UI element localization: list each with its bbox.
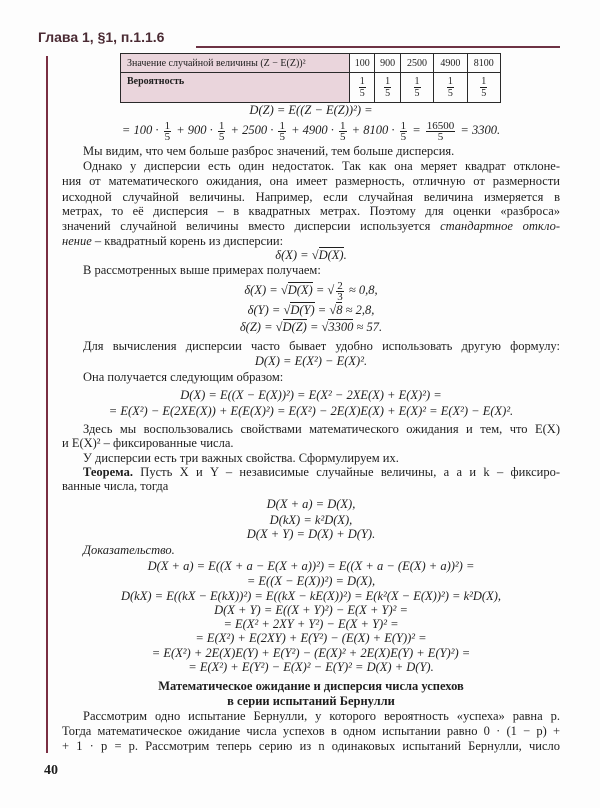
- section-heading: Математическое ожидание и дисперсия числа успехов: [158, 679, 464, 693]
- numerator: 2: [337, 279, 343, 292]
- theorem-line: [83, 466, 560, 479]
- table-header-cell: Вероятность: [121, 73, 350, 103]
- formula: [62, 279, 560, 301]
- formula-text: + 4900 ·: [287, 123, 338, 137]
- formula-text: =: [409, 123, 424, 137]
- paragraph-line: [62, 235, 560, 248]
- numerator: 1: [400, 119, 407, 132]
- paragraph-line: [62, 220, 560, 233]
- formula-text: D(X + a) = E((X + a − E(X + a))²) = E((X + a − (E(X) + a))²) =: [147, 559, 475, 573]
- formula: [62, 647, 560, 660]
- formula: [62, 560, 560, 573]
- formula-text: + 900 ·: [173, 123, 216, 137]
- paragraph-line: Тогда математическое ожидание числа успехов в одном испытании равно 0 · (1 − p) +: [62, 724, 560, 738]
- formula: [62, 618, 560, 631]
- denominator: 5: [359, 88, 365, 99]
- denominator: 5: [400, 130, 407, 143]
- formula: [62, 355, 560, 368]
- radicand: D(X): [318, 248, 344, 262]
- fraction: [426, 121, 456, 142]
- formula-text: δ(Y) =: [247, 303, 284, 317]
- numerator: 1: [414, 76, 420, 87]
- table-cell: [350, 73, 375, 103]
- formula-text: = E(X²) + 2E(X)E(Y) + E(Y²) − (E(X)² + 2E(X)E(Y) + E(Y)²) =: [151, 646, 471, 660]
- table-cell: [434, 73, 467, 103]
- formula-text: = √: [312, 283, 335, 297]
- paragraph-line: Мы видим, что чем больше разброс значений, тем больше дисперсия.: [83, 144, 455, 158]
- paragraph-line: ния от математического ожидания, она имеет размерность, отличную от размерности: [62, 174, 560, 188]
- formula-text: ≈ 2,8,: [342, 303, 375, 317]
- table-row-probabilities: [121, 73, 501, 103]
- formula-text: D(kX) = k²D(X),: [269, 513, 353, 527]
- formula: [62, 575, 560, 588]
- numerator: 1: [218, 119, 225, 132]
- formula: [62, 498, 560, 511]
- denominator: 5: [340, 130, 346, 143]
- paragraph-line: + 1 · p = p. Рассмотрим теперь серию из n одинаковых испытаний Бернулли, число: [62, 739, 560, 753]
- term-emphasis: стандартное откло-: [440, 219, 561, 233]
- fraction: [414, 76, 421, 99]
- denominator: 5: [218, 130, 225, 143]
- margin-rule: [46, 56, 48, 753]
- formula-text: δ(X) =: [244, 283, 281, 297]
- formula-text: = E(X²) − E(2XE(X)) + E(E(X)²) = E(X²) − 2E(X)E(X) + E(X)² = E(X²) − E(X)².: [108, 404, 514, 418]
- formula-text: = E(X² + 2XY + Y²) − E(X + Y)² =: [223, 617, 399, 631]
- numerator: 16500: [426, 119, 455, 132]
- text: – квадратный корень из дисперсии:: [91, 234, 284, 248]
- formula-text: = 3300.: [457, 123, 501, 137]
- fraction: [218, 121, 226, 142]
- table-header-cell: Значение случайной величины (Z − E(Z))²: [121, 54, 350, 73]
- formula-text: D(X) = E((X − E(X))²) = E(X² − 2XE(X) + E(X)²) =: [180, 388, 442, 402]
- paragraph-line: исходной случайной величины. Например, если случайная величина измеряется в: [62, 190, 560, 204]
- formula: [62, 661, 560, 674]
- numerator: 1: [340, 119, 346, 132]
- radicand: 3300: [328, 320, 354, 334]
- square-root: √3300: [321, 320, 354, 334]
- fraction: [359, 76, 366, 99]
- paragraph-line: В рассмотренных выше примерах получаем:: [83, 263, 321, 277]
- formula-text: = E(X²) + E(Y²) − E(X)² − E(Y)² = D(X) + D(Y).: [188, 660, 434, 674]
- square-root: √8: [329, 303, 343, 317]
- formula: [62, 604, 560, 617]
- formula: [62, 405, 560, 418]
- paragraph-line: Для вычисления дисперсии часто бывает удобно использовать другую формулу:: [83, 339, 560, 353]
- paragraph-line: Здесь мы воспользовались свойствами математического ожидания и тем, что E(X): [83, 422, 560, 436]
- table-cell: 100: [350, 54, 375, 73]
- chapter-header: Глава 1, §1, п.1.1.6: [38, 29, 165, 45]
- table-cell: 900: [375, 54, 400, 73]
- paragraph-line: и E(X)² – фиксированные числа.: [62, 436, 234, 450]
- page-number: 40: [44, 763, 58, 778]
- table-cell: 2500: [400, 54, 433, 73]
- fraction: [336, 281, 344, 302]
- table-cell: [400, 73, 433, 103]
- formula: [62, 249, 560, 262]
- square-root: √D(X): [311, 248, 344, 262]
- denominator: 5: [447, 88, 453, 99]
- table-cell: 8100: [467, 54, 500, 73]
- formula-text: ≈ 57.: [353, 320, 383, 334]
- formula-text: = E((X − E(X))²) = D(X),: [246, 574, 376, 588]
- denominator: 3: [337, 290, 343, 303]
- fraction: [278, 121, 286, 142]
- formula: [62, 389, 560, 402]
- variance-table: [120, 53, 501, 103]
- paragraph-line: Рассмотрим одно испытание Бернулли, у которого вероятность «успеха» равна p.: [83, 709, 560, 723]
- radicand: 8: [336, 303, 343, 317]
- paragraph-line: Однако у дисперсии есть один недостаток. Так как она меряет квадрат отклоне-: [83, 159, 560, 173]
- denominator: 5: [279, 130, 285, 143]
- table-row-values: [121, 54, 501, 73]
- numerator: 1: [359, 76, 365, 87]
- formula-text: D(X) = E(X²) − E(X)².: [254, 354, 368, 368]
- formula-text: D(kX) = E((kX − E(kX))²) = E((kX − kE(X))²) = E(k²(X − E(X))²) = k²D(X),: [120, 589, 502, 603]
- fraction: [384, 76, 391, 99]
- numerator: 1: [385, 76, 391, 87]
- formula-text: D(X + a) = D(X),: [266, 497, 356, 511]
- table-cell: [375, 73, 400, 103]
- paragraph-line: метрах, то её дисперсия – в квадратных метрах. Поэтому для оценки «разброса»: [62, 204, 560, 218]
- denominator: 5: [385, 88, 391, 99]
- numerator: 1: [279, 119, 285, 132]
- square-root: √D(Z): [275, 320, 307, 334]
- fraction: [339, 121, 347, 142]
- formula: [62, 632, 560, 645]
- denominator: 5: [481, 88, 487, 99]
- numerator: 1: [164, 119, 171, 132]
- formula-text: D(Z) = E((Z − E(Z))²) =: [249, 103, 373, 117]
- formula: [62, 514, 560, 527]
- radicand: D(Y): [290, 303, 315, 317]
- radicand: D(X): [287, 283, 313, 297]
- text: Пусть X и Y – независимые случайные величины, а a и k – фиксиро-: [132, 465, 560, 479]
- fraction: [400, 121, 408, 142]
- formula: [62, 304, 560, 317]
- square-root: √D(Y): [283, 303, 315, 317]
- formula-text: .: [343, 248, 347, 262]
- term-emphasis: нение: [62, 234, 92, 248]
- formula: [62, 321, 560, 334]
- table-cell: 4900: [434, 54, 467, 73]
- square-root: √D(X): [280, 283, 313, 297]
- formula-text: D(X + Y) = E((X + Y)²) − E(X + Y)² =: [214, 603, 408, 617]
- formula-text: + 8100 ·: [348, 123, 398, 137]
- formula: [62, 104, 560, 117]
- numerator: 1: [481, 76, 487, 87]
- denominator: 5: [437, 130, 444, 143]
- formula: [62, 590, 560, 603]
- formula: [62, 528, 560, 541]
- formula-text: =: [314, 303, 330, 317]
- fraction: [447, 76, 454, 99]
- paragraph-line: У дисперсии есть три важных свойства. Сформулируем их.: [83, 451, 399, 465]
- formula-text: ≈ 0,8,: [345, 283, 378, 297]
- header-rule: [196, 46, 560, 48]
- paragraph-line: Она получается следующим образом:: [83, 370, 284, 384]
- fraction: [480, 76, 487, 99]
- formula-text: + 2500 ·: [227, 123, 277, 137]
- formula-text: = E(X²) + E(2XY) + E(Y²) − (E(X) + E(Y))² =: [195, 631, 427, 645]
- formula-text: = 100 ·: [121, 123, 162, 137]
- formula-text: =: [306, 320, 322, 334]
- theorem-label: Теорема.: [83, 465, 133, 479]
- proof-label: Доказательство.: [83, 543, 175, 557]
- formula-text: δ(Z) =: [239, 320, 276, 334]
- fraction: [164, 121, 172, 142]
- denominator: 5: [164, 130, 171, 143]
- radicand: D(Z): [282, 320, 307, 334]
- denominator: 5: [414, 88, 420, 99]
- formula-text: δ(X) =: [275, 248, 312, 262]
- paragraph-line: ванные числа, тогда: [62, 479, 169, 493]
- formula-text: D(X + Y) = D(X) + D(Y).: [246, 527, 376, 541]
- table-cell: [467, 73, 500, 103]
- numerator: 1: [447, 76, 453, 87]
- text: значений случайной величины вместо дисперсии используется: [62, 219, 431, 233]
- section-heading: в серии испытаний Бернулли: [227, 694, 395, 708]
- formula: [62, 119, 560, 141]
